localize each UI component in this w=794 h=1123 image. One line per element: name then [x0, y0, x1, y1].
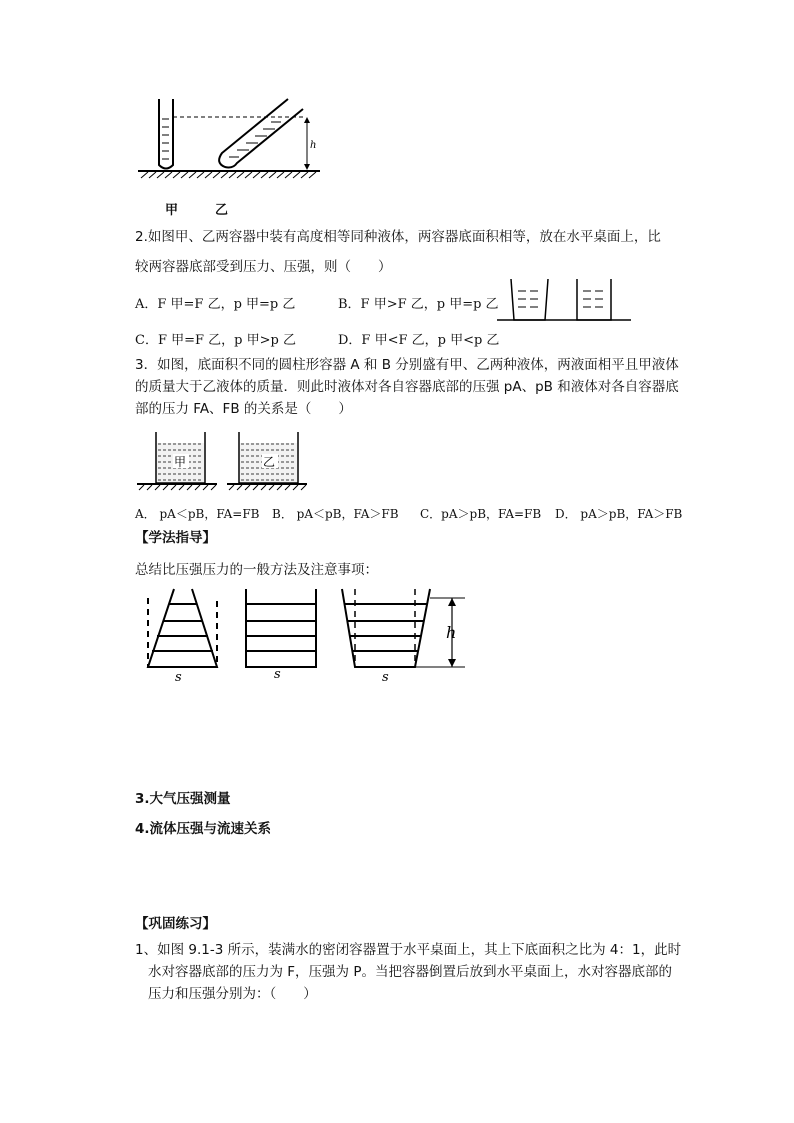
- q3-line2: 的质量大于乙液体的质量．则此时液体对各自容器底部的压强 pA、pB 和液体对各自容器底: [135, 379, 679, 395]
- xuefa-s-label-1: s: [175, 670, 182, 685]
- gonggu-line1: 1、如图 9.1-3 所示，装满水的密闭容器置于水平桌面上，其上下底面积之比为 4：1，此时: [135, 942, 682, 958]
- q3-option-b: B． pA＜pB，FA＞FB: [272, 507, 399, 521]
- gonggu-line2: 水对容器底部的压力为 F，压强为 P。当把容器倒置后放到水平桌面上，水对容器底部的: [148, 964, 672, 980]
- gonggu-line3: 压力和压强分别为：（ ）: [148, 986, 317, 1002]
- xuefa-h-label: h: [446, 623, 457, 642]
- q3-option-a: A． pA＜pB，FA=FB: [135, 507, 260, 521]
- fig1-label-jia: 甲: [165, 203, 179, 218]
- fig1-h-label: h: [310, 140, 317, 151]
- fig1-label-yi: 乙: [215, 203, 229, 218]
- q2-line1: 2.如图甲、乙两容器中装有高度相等同种液体，两容器底面积相等，放在水平桌面上，比: [135, 229, 661, 245]
- q2-line2: 较两容器底部受到压力、压强，则（ ）: [135, 259, 392, 275]
- xuefa-text: 总结比压强压力的一般方法及注意事项：: [135, 562, 378, 578]
- q2-option-a: A．F 甲=F 乙，p 甲=p 乙: [135, 297, 296, 312]
- q2-containers-figure: [497, 275, 633, 323]
- xuefa-s-label-2: s: [274, 667, 281, 682]
- q3-fig-jia: 甲: [174, 455, 187, 469]
- gonggu-heading: 【巩固练习】: [135, 916, 216, 932]
- section-4-title: 4.流体压强与流速关系: [135, 821, 272, 837]
- q2-option-c: C．F 甲=F 乙，p 甲>p 乙: [135, 333, 296, 348]
- q3-line3: 部的压力 FA、FB 的关系是（ ）: [135, 401, 352, 417]
- q3-option-d: D． pA＞pB，FA＞FB: [555, 507, 683, 521]
- q3-option-c: C．pA＞pB，FA=FB: [420, 507, 542, 521]
- q3-containers-figure: [135, 428, 315, 498]
- q2-option-d: D．F 甲<F 乙，p 甲<p 乙: [338, 333, 500, 348]
- figure-tubes-drawing: [135, 95, 325, 190]
- xuefa-figure: [140, 588, 475, 683]
- section-3-title: 3.大气压强测量: [135, 791, 231, 807]
- xuefa-s-label-3: s: [382, 670, 389, 685]
- figure-tubes: [135, 95, 325, 218]
- q3-fig-yi: 乙: [263, 455, 276, 469]
- q2-option-b: B．F 甲>F 乙，p 甲=p 乙: [338, 297, 499, 312]
- q3-line1: 3．如图，底面积不同的圆柱形容器 A 和 B 分别盛有甲、乙两种液体，两液面相平且甲液体: [135, 357, 679, 373]
- xuefa-heading: 【学法指导】: [135, 530, 216, 546]
